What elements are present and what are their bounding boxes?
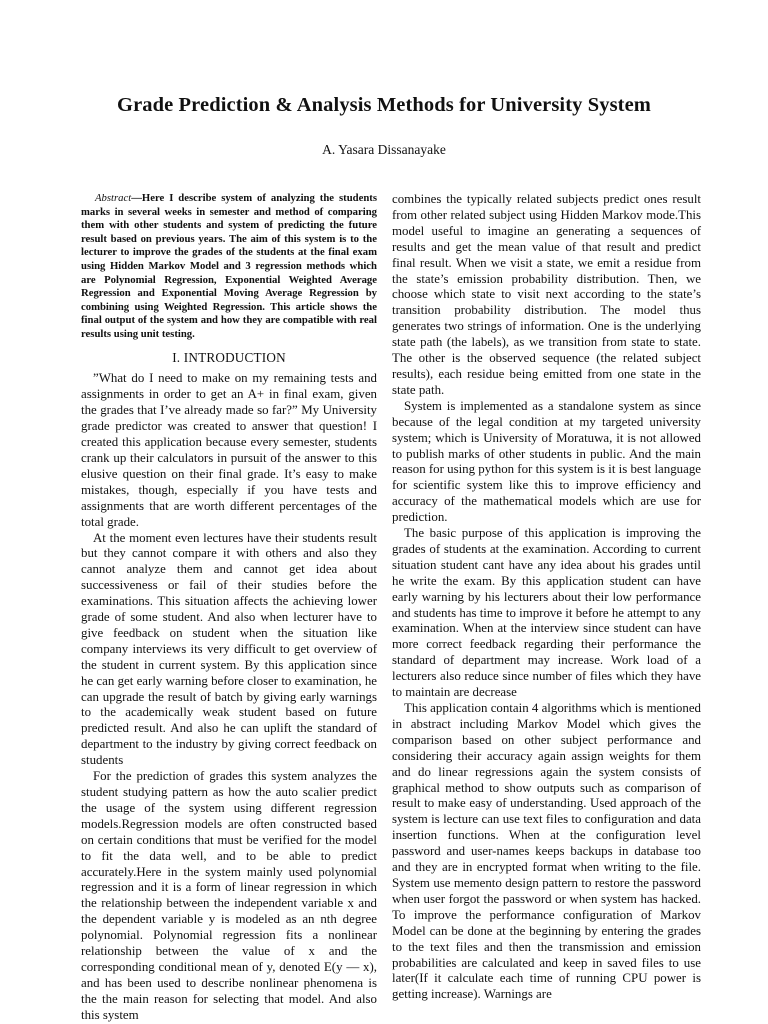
abstract [81, 192, 377, 342]
left-column [81, 192, 377, 1024]
abstract-text: Here I describe system of analyzing the students marks in several weeks in semester and method of comparing them with other students and system of predicting the future result based on previous years. The aim of this system is to the lecturer to improve the grades of the students at the final exam using Hidden Markov Model and 3 regression methods which are Polynomial Regression, Exponential Weighted Average Regression and Exponential Moving Average Regression by combining using Weighted Regression. This article shows the final output of the system and how they are compatible with real results using unit testing. [81, 192, 377, 340]
section-heading-introduction: I. INTRODUCTION [172, 349, 286, 365]
right-paragraph-2: The basic purpose of this application is improving the grades of students at the examination. According to current situation student cant have any idea about his grades until he write the exam. By this application student can have early warning by his lecturers about their low performance and students has time to improve it before he attempt to any examination. When at the interview since student can have more correct feedback regarding their performance the standard of department may increase. Work load of a lecturers also reduce since number of files which they have to maintain are decrease [392, 526, 701, 700]
intro-paragraph-2: At the moment even lectures have their students result but they cannot compare it with others and also they cannot analyze them and cannot get idea about successiveness or fail of their studies before the examinations. This situation affects the achieving lower grade of some student. And also when lecturer have to give feedback on student when the situation like company interviews its very difficult to get overview of the student in current system. By this application since he can get early warning before closer to examination, he can upgrade the result of batch by giving early warnings to the academically weak student based on future predicted result. And also he can uplift the standard of department to the industry by giving correct feedback on students [81, 530, 377, 768]
continued-paragraph: combines the typically related subjects predict ones result from other related subject using Hidden Markov mode.This model useful to imagine an generating a sequences of results and get the mean value of that result and predict final result. When we visit a state, we emit a residue from the state’s emission probability distribution. Then, we choose which state to visit next according to the state’s transition probability distribution. The model thus generates two strings of information. One is the underlying state path (the labels), as we transition from state to state. The other is the observed sequence (the related subject results), each residue being emitted from one state in the state path. [392, 192, 701, 397]
abstract-dash: — [131, 192, 142, 204]
paper-author: A. Yasara Dissanayake [322, 142, 446, 157]
right-column [392, 192, 701, 1003]
right-paragraph-3: This application contain 4 algorithms which is mentioned in abstract including Markov Model which gives the comparison based on other subject performance and considering their accuracy again assign weights for them and do linear regressions again the system consists of graphical method to show outputs such as comparison of result to make easy of understanding. Used approach of the system is lecture can use text files to configuration and data insertion functions. When at the configuration level password and user-names keeps backups in database too and they are in encrypted format when writing to the file. System use memento design pattern to restore the password when user forgot the password or when system has hacked. To improve the performance configuration of Markov Model can be done at the beginning by entering the grades to the text files and then the transmission and emission probabilities are calculated and keep in saved files to use later(If it calculate each time of running CPU power is getting increase). Warnings are [392, 701, 701, 1002]
intro-paragraph-1: ”What do I need to make on my remaining tests and assignments in order to get an A+ in final exam, given the grades that I’ve already made so far?” My University grade predictor was created to answer that question! I created this application because every semester, students crank up their calculators in pursuit of the answer to this elusive question on their final grade. It’s easy to make mistakes, though, especially if you have tests and assignments that are worth different percentages of the total grade. [81, 371, 377, 529]
abstract-label: Abstract [95, 192, 132, 204]
intro-paragraph-3: For the prediction of grades this system analyzes the student studying pattern as how the auto scalier predict the usage of the system using different regression models.Regression models are often constructed based on certain conditions that must be verified for the model to fit the data well, and to be able to predict accurately.Here in the system mainly used polynomial regression and it is a form of linear regression in which the relationship between the independent variable x and the dependent variable y is modeled as an nth degree polynomial. Polynomial regression fits a nonlinear relationship between the value of x and the corresponding conditional mean of y, denoted E(y — x), and has been used to describe nonlinear phenomena is the the main reason for selecting that model. And also this system [81, 769, 377, 1022]
right-paragraph-1: System is implemented as a standalone system as since because of the legal condition at my targeted university system; which is University of Moratuwa, it is not allowed to publish marks of other students in public. And the main reason for using python for this system is it is best language for scientific system like this to improve efficiency and accuracy of the mathematical models which are use for prediction. [392, 398, 701, 525]
paper-title: Grade Prediction & Analysis Methods for University System [117, 94, 651, 116]
